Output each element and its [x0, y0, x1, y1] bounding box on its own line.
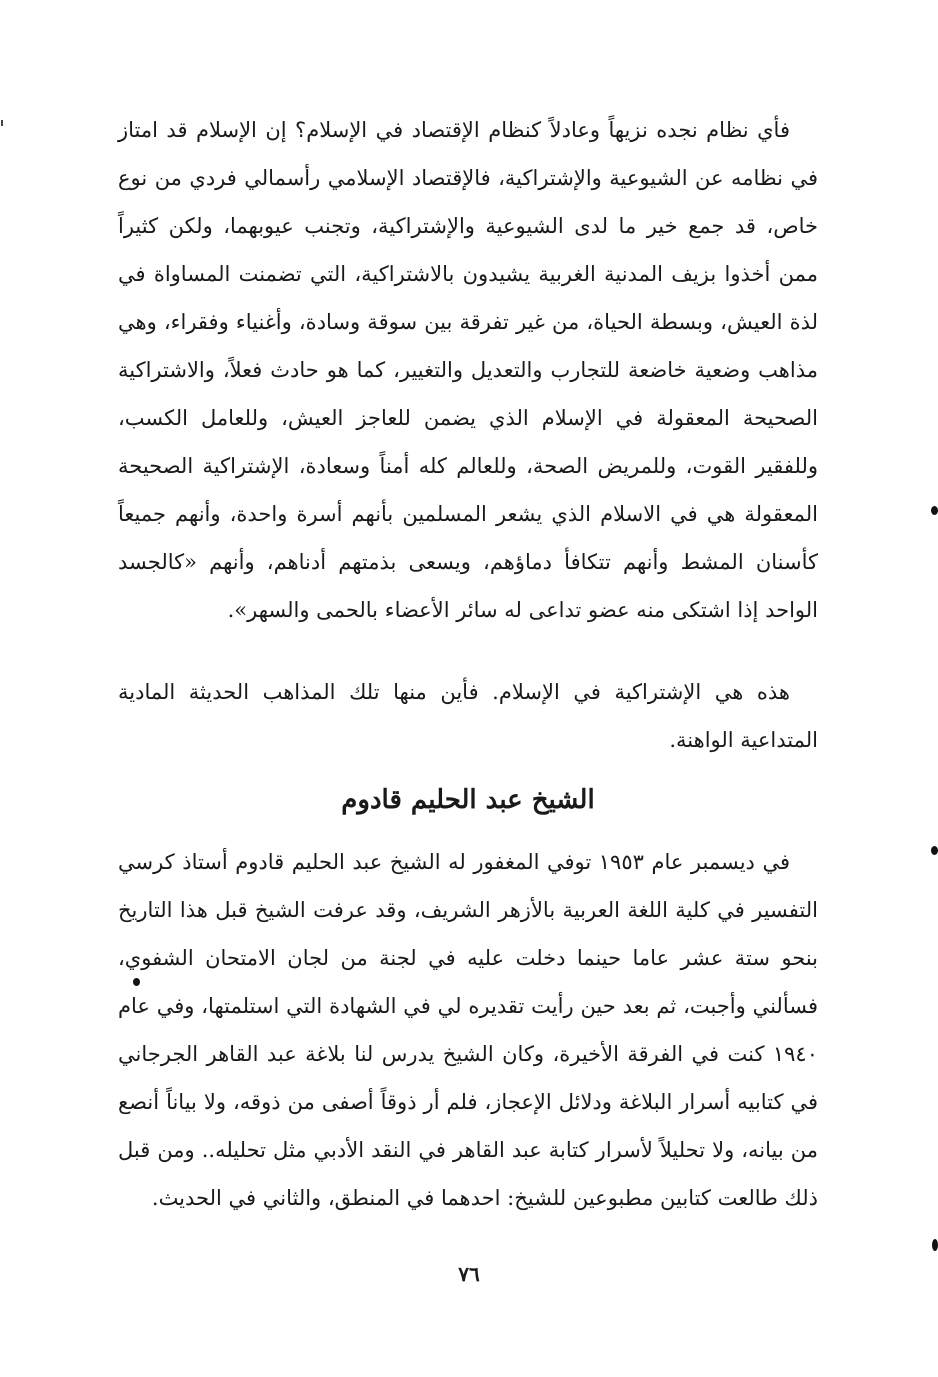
scan-mark — [931, 506, 938, 515]
scan-mark — [932, 1239, 938, 1251]
scan-mark — [931, 846, 938, 855]
page-number: ٧٦ — [458, 1262, 480, 1286]
paragraph-conclusion: هذه هي الإشتراكية في الإسلام. فأين منها تلك المذاهب الحديثة المادية المتداعية الواهنة. — [118, 680, 818, 752]
paragraph-biography: في ديسمبر عام ١٩٥٣ توفي المغفور له الشيخ عبد الحليم قادوم أستاذ كرسي التفسير في كلية اللغة العربية بالأزهر الشريف، وقد عرفت الشيخ قبل هذا التاريخ بنحو ستة عشر عاما حينما دخلت عليه في لجنة من لجان الامتحان الشفوي، فسألني وأجبت، ثم بعد حين رأيت تقديره لي في الشهادة التي استلمتها، وفي عام ١٩٤٠ كنت في الفرقة الأخيرة، وكان الشيخ يدرس لنا بلاغة عبد القاهر الجرجاني في كتابيه أسرار البلاغة ودلائل الإعجاز، فلم أر ذوقاً أصفى من ذوقه، ولا بياناً أنصع من بيانه، ولا تحليلاً لأسرار كتابة عبد القاهر في النقد الأدبي مثل تحليله.. ومن قبل ذلك طالعت كتابين مطبوعين للشيخ: احدهما في المنطق، والثاني في الحديث. — [118, 850, 818, 1210]
paragraph-socialism: فأي نظام نجده نزيهاً وعادلاً كنظام الإقتصاد في الإسلام؟ إن الإسلام قد امتاز في نظامه عن الشيوعية والإشتراكية، فالإقتصاد الإسلامي رأسمالي فردي من نوع خاص، قد جمع خير ما لدى الشيوعية والإشتراكية، وتجنب عيوبهما، ولكن كثيراً ممن أخذوا بزيف المدنية الغربية يشيدون بالاشتراكية، التي تضمنت المساواة في لذة العيش، وبسطة الحياة، من غير تفرقة بين سوقة وسادة، وأغنياء وفقراء، وهي مذاهب وضعية خاضعة للتجارب والتعديل والتغيير، كما هو حادث فعلاً، والاشتراكية الصحيحة المعقولة في الإسلام الذي يضمن للعاجز العيش، وللعامل الكسب، وللفقير القوت، وللمريض الصحة، وللعالم كله أمناً وسعادة، الإشتراكية الصحيحة المعقولة هي في الاسلام الذي يشعر المسلمين بأنهم أسرة واحدة، وأنهم جميعاً كأسنان المشط وأنهم تتكافأ دماؤهم، ويسعى بذمتهم أدناهم، وأنهم «كالجسد الواحد إذا اشتكى منه عضو تداعى له سائر الأعضاء بالحمى والسهر». — [118, 118, 818, 622]
scan-speck — [1, 120, 3, 126]
scan-mark — [133, 978, 140, 986]
section-heading: الشيخ عبد الحليم قادوم — [341, 785, 595, 815]
